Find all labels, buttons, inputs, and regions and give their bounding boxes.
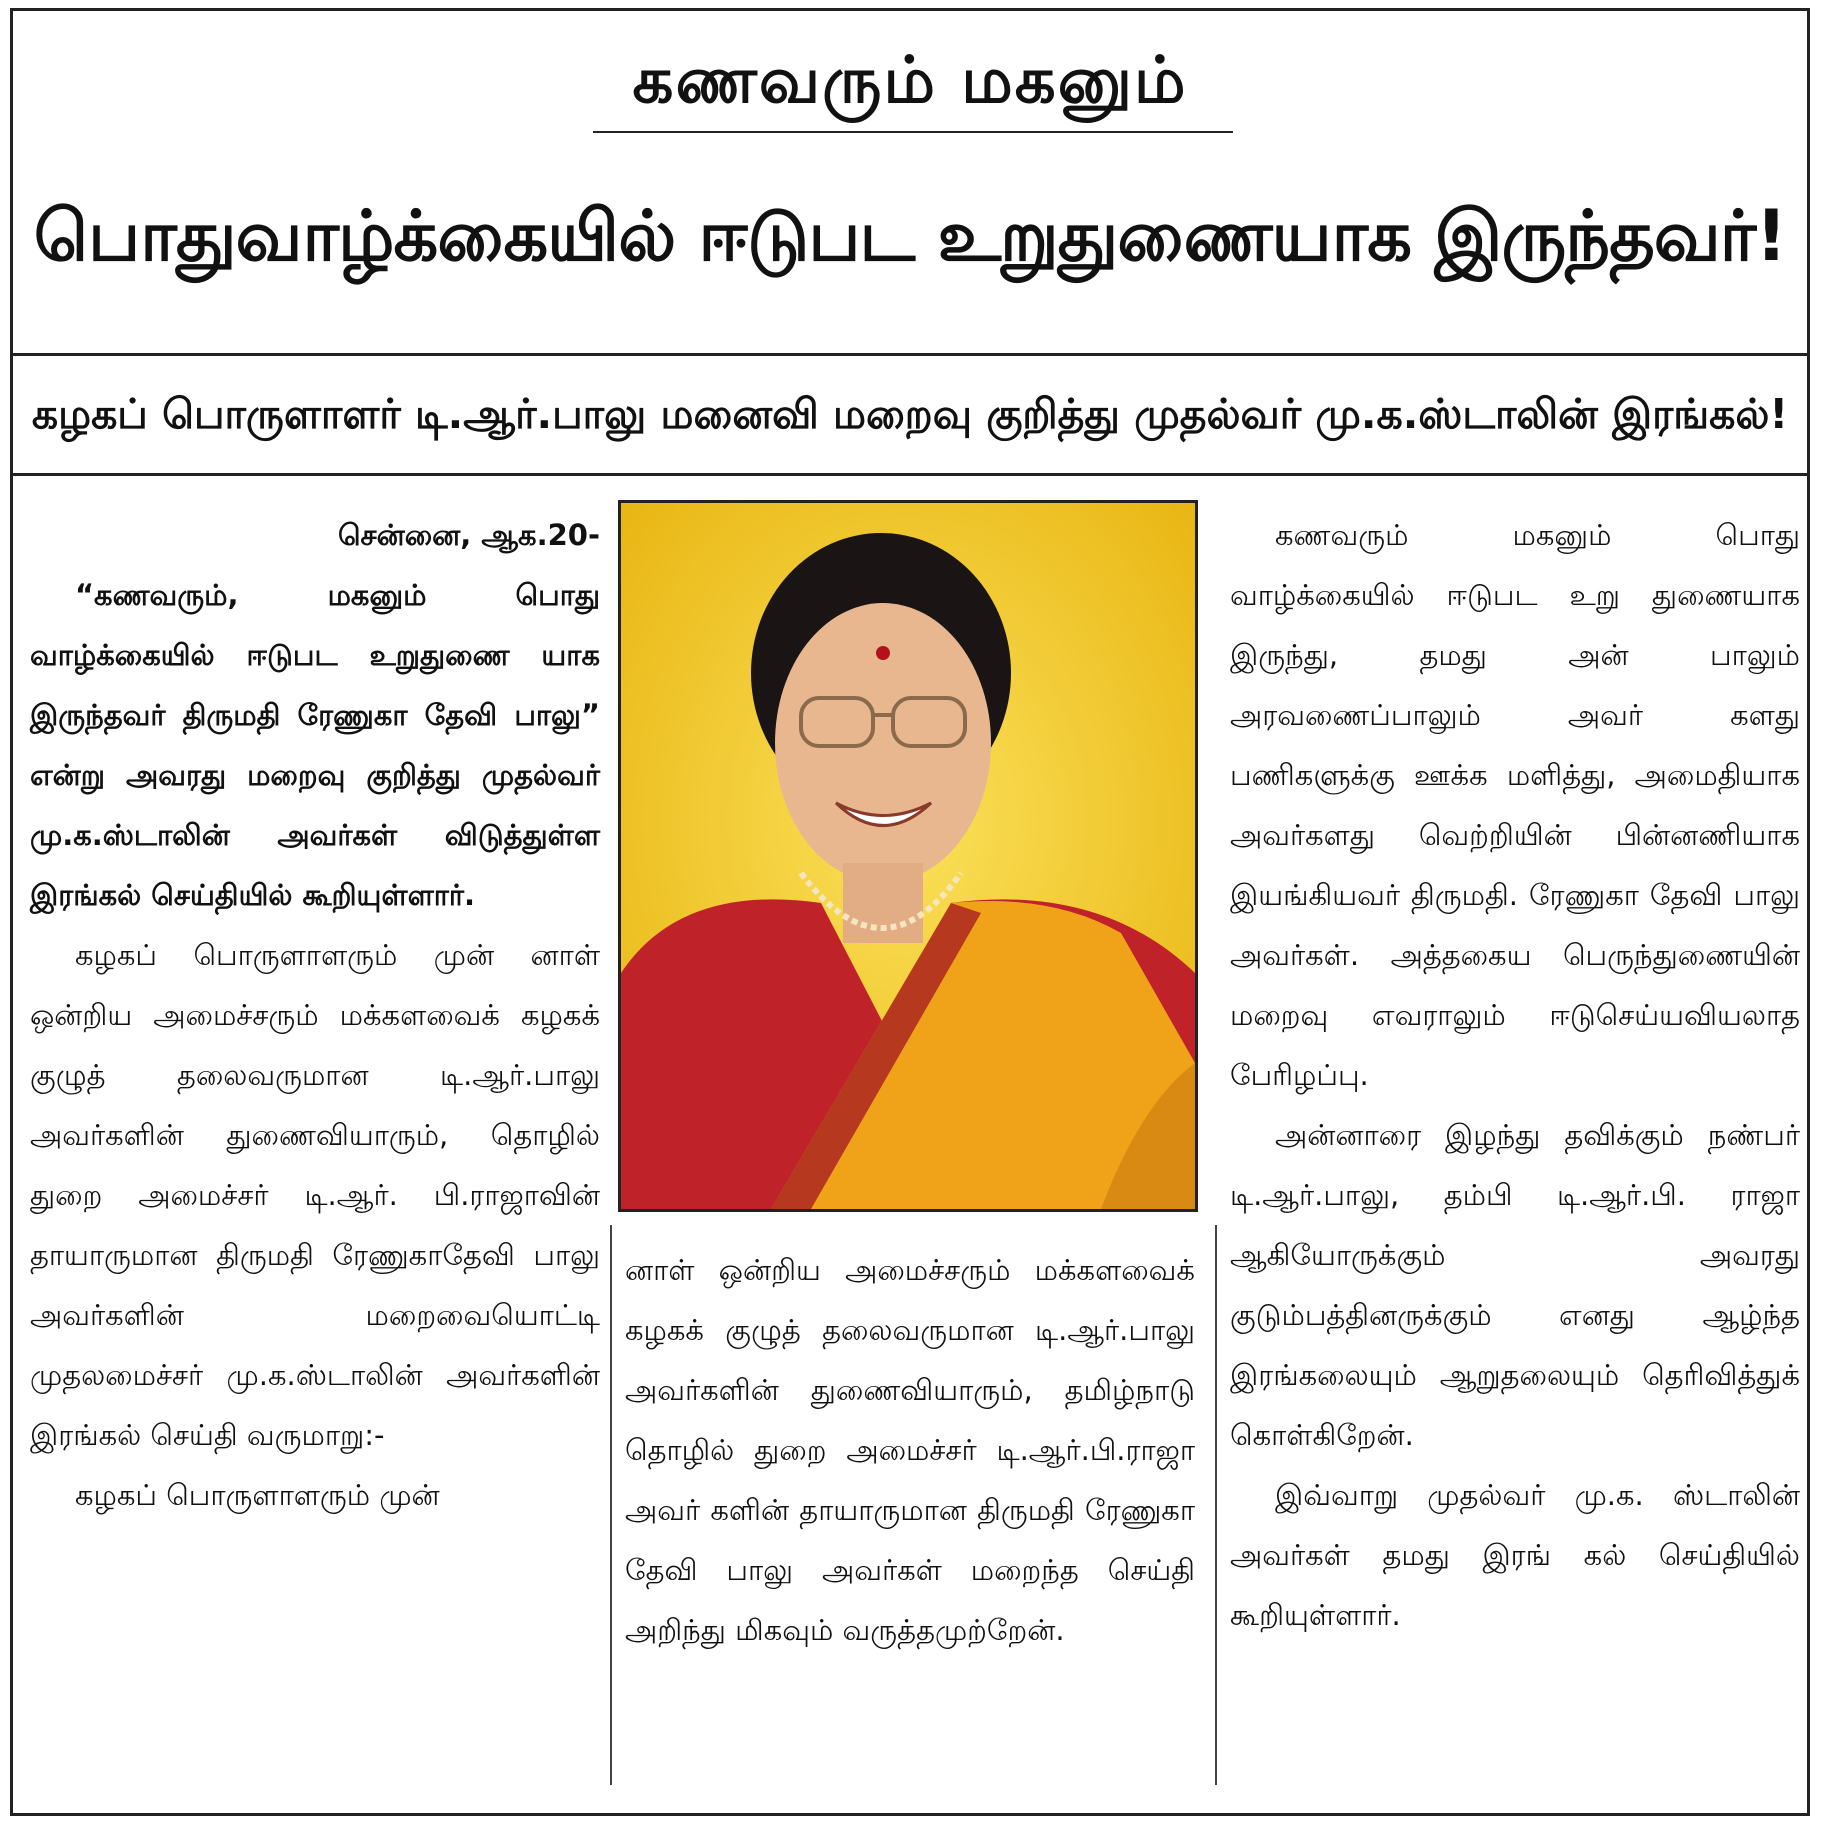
subheadline: கழகப் பொருளாளர் டி.ஆர்.பாலு மனைவி மறைவு குறித்து முதல்வர் மு.க.ஸ்டாலின் இரங்கல்! (31, 390, 1789, 438)
article-column-3 (1230, 505, 1800, 1645)
paragraph: அன்னாரை இழந்து தவிக்கும் நண்பர் டி.ஆர்.பாலு, தம்பி டி.ஆர்.பி. ராஜா ஆகியோருக்கும் அவரது குடும்பத்தினருக்கும் எனது ஆழ்ந்த இரங்கலையும் ஆறுதலையும் தெரிவித்துக் கொள்கிறேன். (1230, 1118, 1800, 1452)
paragraph: கணவரும் மகனும் பொது வாழ்க்கையில் ஈடுபட உறு துணையாக இருந்து, தமது அன் பாலும் அரவணைப்பாலும் அவர் களது பணிகளுக்கு ஊக்க மளித்து, அமைதியாக அவர்களது வெற்றியின் பின்னணியாக இயங்கியவர் திருமதி. ரேணுகா தேவி பாலு அவர்கள். அத்தகைய பெருந்துணையின் மறைவு எவராலும் ஈடுசெய்யவியலாத பேரிழப்பு. (1230, 518, 1800, 1092)
kicker-underline (593, 131, 1233, 133)
lead-paragraph: “கணவரும், மகனும் பொது வாழ்க்கையில் ஈடுபட உறுதுணை யாக இருந்தவர் திருமதி ரேணுகா தேவி பாலு” என்று அவரது மறைவு குறித்து முதல்வர் மு.க.ஸ்டாலின் அவர்கள் விடுத்துள்ள இரங்கல் செய்தியில் கூறியுள்ளார். (30, 578, 600, 912)
paragraph: கழகப் பொருளாளரும் முன் னாள் ஒன்றிய அமைச்சரும் மக்களவைக் கழகக் குழுத் தலைவருமான டி.ஆர்.பாலு அவர்களின் துணைவியாரும், தொழில் துறை அமைச்சர் டி.ஆர். பி.ராஜாவின் தாயாருமான திருமதி ரேணுகாதேவி பாலு அவர்களின் மறைவையொட்டி முதலமைச்சர் மு.க.ஸ்டாலின் அவர்களின் இரங்கல் செய்தி வருமாறு:- (30, 938, 600, 1452)
headline: பொதுவாழ்க்கையில் ஈடுபட உறுதுணையாக இருந்தவர்! (33, 195, 1787, 277)
portrait-photo (618, 500, 1198, 1212)
paragraph: இவ்வாறு முதல்வர் மு.க. ஸ்டாலின் அவர்கள் தமது இரங் கல் செய்தியில் கூறியுள்ளார். (1230, 1478, 1800, 1632)
column-divider (610, 1225, 612, 1785)
article-column-1 (30, 505, 600, 1525)
portrait-icon (621, 503, 1195, 1209)
subheadline-bar (13, 356, 1807, 476)
article-column-2 (625, 1240, 1195, 1660)
paragraph: னாள் ஒன்றிய அமைச்சரும் மக்களவைக் கழகக் குழுத் தலைவருமான டி.ஆர்.பாலு அவர்களின் துணைவியாரும், தமிழ்நாடு தொழில் துறை அமைச்சர் டி.ஆர்.பி.ராஜா அவர் களின் தாயாருமான திருமதி ரேணுகா தேவி பாலு அவர்கள் மறைந்த செய்தி அறிந்து மிகவும் வருத்தமுற்றேன். (625, 1253, 1195, 1647)
kicker: கணவரும் மகனும் (632, 44, 1188, 118)
paragraph: கழகப் பொருளாளரும் முன் (75, 1478, 440, 1512)
column-divider (1215, 1225, 1217, 1785)
masthead (13, 11, 1807, 356)
dateline: சென்னை, ஆக.20- (337, 518, 600, 552)
